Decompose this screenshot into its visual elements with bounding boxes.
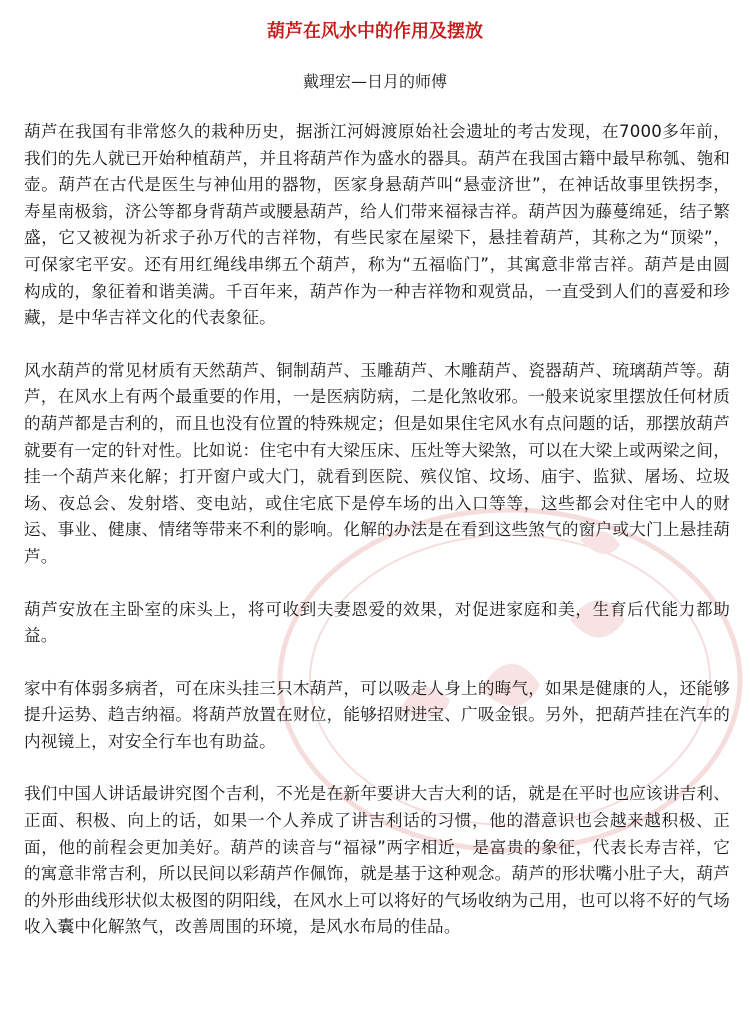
paragraph-5: 我们中国人讲话最讲究图个吉利，不光是在新年要讲大吉大利的话，就是在平时也应该讲吉利、正面、积极、向上的话，如果一个人养成了讲吉利话的习惯，他的潜意识也会越来越积极、正面，他的前程会更加美好。葫芦的读音与“福禄”两字相近，是富贵的象征，代表长寿吉祥，它的寓意非常吉利，所以民间以彩葫芦作佩饰，就是基于这种观念。葫芦的形状嘴小肚子大，葫芦的外形曲线形状似太极图的阴阳线，在风水上可以将好的气场收纳为己用，也可以将不好的气场收入囊中化解煞气，改善周围的环境，是风水布局的佳品。	[24, 784, 730, 937]
paragraph-1: 葫芦在我国有非常悠久的栽种历史，据浙江河姆渡原始社会遗址的考古发现，在7000多年前，我们的先人就已开始种植葫芦，并且将葫芦作为盛水的器具。葫芦在我国古籍中最早称瓠、匏和壶。葫芦在古代是医生与神仙用的器物，医家身悬葫芦叫“悬壶济世”，在神话故事里铁拐李，寿星南极翁，济公等都身背葫芦或腰悬葫芦，给人们带来福禄吉祥。葫芦因为藤蔓绵延，结子繁盛，它又被视为祈求子孙万代的吉祥物，有些民家在屋梁下，悬挂着葫芦，其称之为“顶梁”，可保家宅平安。还有用红绳线串绑五个葫芦，称为“五福临门”，其寓意非常吉祥。葫芦是由圆构成的，象征着和谐美满。千百年来，葫芦作为一种吉祥物和观赏品，一直受到人们的喜爱和珍藏，是中华吉祥文化的代表象征。	[24, 122, 730, 328]
paragraph-4: 家中有体弱多病者，可在床头挂三只木葫芦，可以吸走人身上的晦气，如果是健康的人，还能够提升运势、趋吉纳福。将葫芦放置在财位，能够招财进宝、广吸金银。另外，把葫芦挂在汽车的内视镜上，对安全行车也有助益。	[24, 678, 730, 751]
article-author: 戴理宏—日月的师傅	[302, 72, 447, 91]
paragraph-3: 葫芦安放在主卧室的床头上，将可收到夫妻恩爱的效果，对促进家庭和美，生育后代能力都助益。	[24, 599, 730, 646]
article-body	[24, 119, 730, 967]
article-title: 葫芦在风水中的作用及摆放	[267, 21, 483, 42]
paragraph-2: 风水葫芦的常见材质有天然葫芦、铜制葫芦、玉雕葫芦、木雕葫芦、瓷器葫芦、琉璃葫芦等。葫芦，在风水上有两个最重要的作用，一是医病防病，二是化煞收邪。一般来说家里摆放任何材质的葫芦都是吉利的，而且也没有位置的特殊规定；但是如果住宅风水有点问题的话，那摆放葫芦就要有一定的针对性。比如说：住宅中有大梁压床、压灶等大梁煞，可以在大梁上或两梁之间，挂一个葫芦来化解；打开窗户或大门，就看到医院、殡仪馆、坟场、庙宇、监狱、屠场、垃圾场、夜总会、发射塔、变电站，或住宅底下是停车场的出入口等等，这些都会对住宅中人的财运、事业、健康、情绪等带来不利的影响。化解的办法是在看到这些煞气的窗户或大门上悬挂葫芦。	[24, 360, 730, 566]
